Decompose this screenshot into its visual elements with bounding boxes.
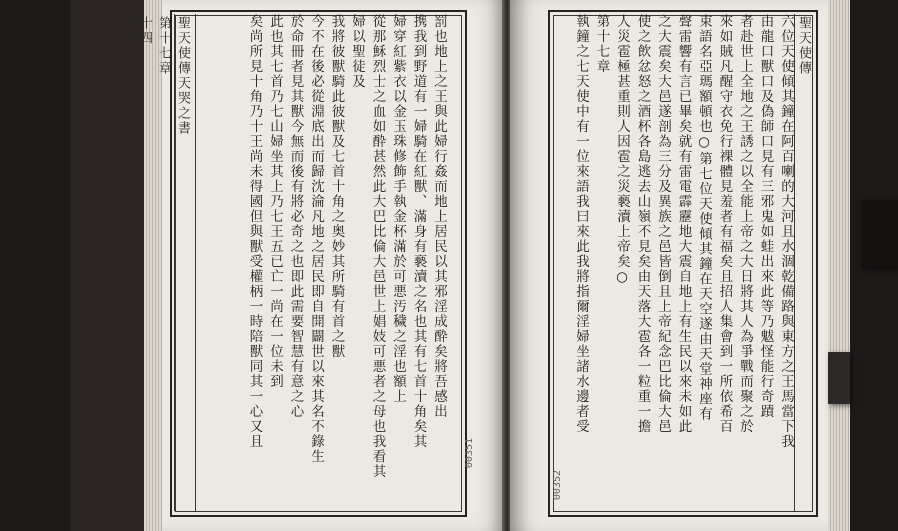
- right-page-spine-label: [794, 14, 816, 511]
- left-spine-title: 聖天使傳天哭之書: [175, 16, 190, 136]
- right-page-text: [571, 14, 797, 484]
- text-column: 聲雷響有言已畢矣就有雷電霹靂地大震自地上有生民以來未如此: [675, 14, 692, 434]
- text-column: 矣尚所見十角乃十王尚未得國但與獸受權柄一時陪獸同其一心又且: [246, 14, 263, 449]
- left-page: [137, 0, 505, 531]
- left-page-text: [244, 14, 449, 484]
- text-column: 此也其七首乃七山婦坐其上乃七王五已亡一尚在一位未到: [267, 14, 283, 389]
- text-column: 於命冊者見其獸今無而後有將必奇之也即此需要智慧有意之心: [287, 14, 304, 419]
- text-column: 六位天使傾其鐘在阿百喇的大河且水涸乾備路與東方之王馬當下我: [778, 14, 794, 449]
- book-spread: [70, 0, 811, 531]
- text-column: 婦穿紅紫衣以金玉珠修飾手執金杯滿於可悪汚穢之淫也額上: [390, 14, 406, 404]
- text-column: 使之飲忿怒之酒杯各島逃去山嶺不見矣由天落大雹各一粒重一擔: [634, 14, 651, 434]
- left-folio-stamp: 00351: [464, 438, 475, 469]
- left-spine-chapter: 第十七章: [156, 16, 171, 76]
- text-column: 由龍口獸口及偽師口見有三邪鬼如蛙出來此等乃魃怪能行奇蹟: [757, 14, 774, 419]
- text-column: 今不在後必從淵底出而歸沈淪凡地之居民即自開闢世以來其名不錄生: [308, 14, 324, 464]
- text-column: 之大震矣大邑遂剖為三分及異族之邑皆倒且上帝紀念巴比倫大邑: [655, 14, 671, 434]
- right-page: [510, 0, 850, 531]
- text-column: 我將彼獸騎此彼獸及七首十角之奥妙其所騎有首之獸: [328, 14, 345, 359]
- text-column: 束語名亞瑪額頓也○第七位天使傾其鐘在天空遂由天堂神座有: [696, 14, 712, 422]
- left-spine-folio: 十四: [137, 16, 152, 46]
- right-spine-title: 聖天使傳: [796, 16, 811, 76]
- page-marker-tab: [862, 200, 898, 268]
- right-page-edges: [828, 0, 850, 531]
- text-column: 從那穌烈士之血如酔甚然此大巴比倫大邑世上娼妓可悪者之母也我看其婦以聖徒及: [349, 14, 386, 479]
- text-column: 人災雹極甚重則人因雹之災褻瀆上帝矣○: [614, 14, 630, 287]
- text-column: 者赴世上全地之王誘之以全能上帝之大日將其人為爭戰而聚之於: [737, 14, 753, 434]
- text-column: 來如賊凡醒守衣免行裸體見羞者有福矣且招人集會到一所依希百: [716, 14, 733, 434]
- text-column: 執鐘之七天使中有一位來語我曰來此我將指爾淫婦坐諸水邊者受: [573, 14, 589, 434]
- text-column: 携我到野道有一婦騎在紅獸、滿身有褻瀆之名也其有七首十角矣其: [410, 14, 427, 449]
- right-folio-stamp: 00352: [552, 470, 563, 501]
- left-page-spine-label: [137, 14, 196, 511]
- chapter-heading: 第十七章: [593, 14, 610, 74]
- text-column: 罰也地上之王與此婦行姦而地上居民以其邪淫成酔矣將吾感出: [431, 14, 447, 419]
- page-marker-tab-lower: [828, 352, 850, 404]
